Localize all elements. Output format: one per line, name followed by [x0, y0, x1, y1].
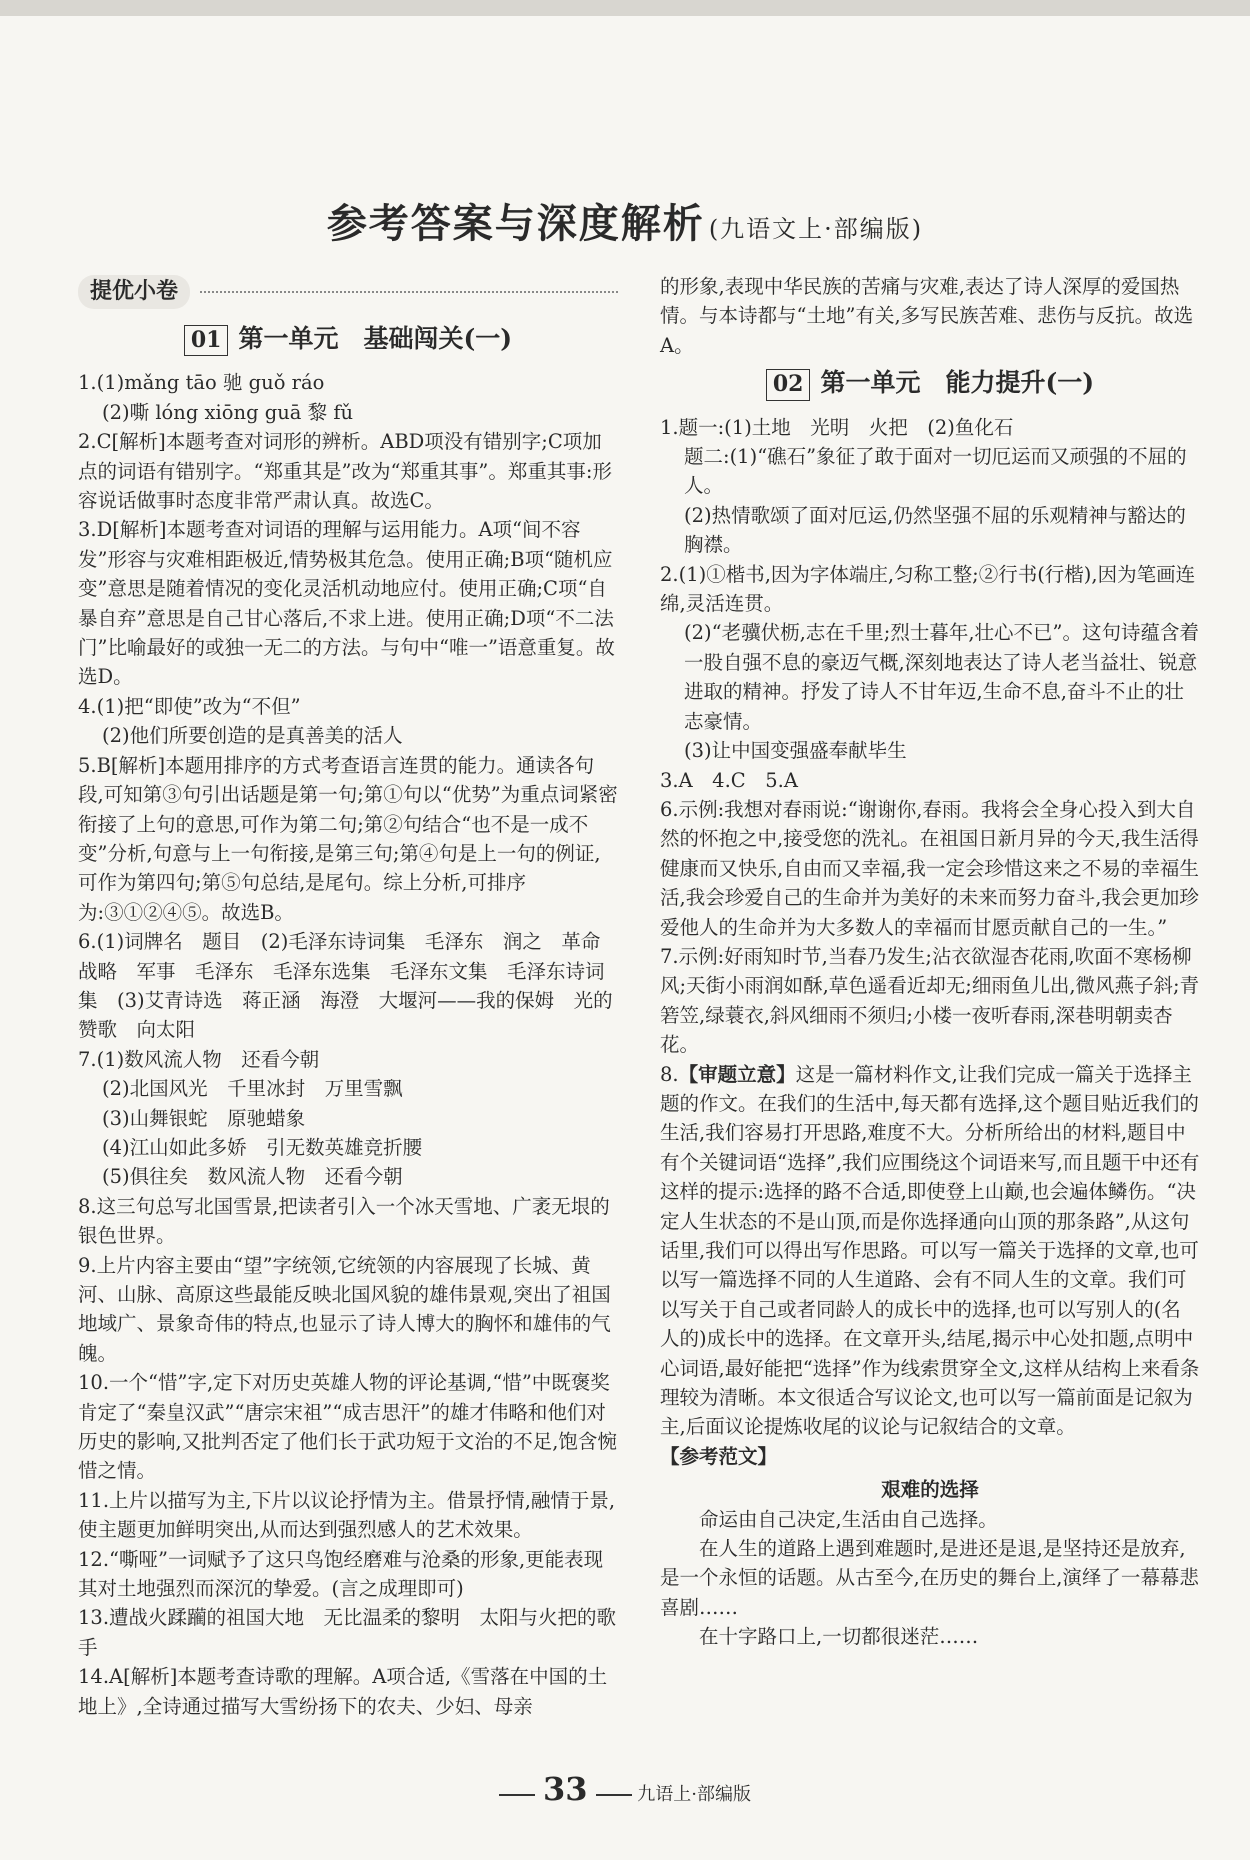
left-column [78, 272, 618, 1721]
u2-answer-1c: (2)热情歌颂了面对厄运,仍然坚强不屈的乐观精神与豁达的胸襟。 [684, 503, 1186, 557]
page-number: 33 [543, 1770, 588, 1808]
essay-paragraph-2: 在人生的道路上遇到难题时,是进还是退,是坚持还是放弃,是一个永恒的话题。从古至今,在历史的舞台上,演绎了一幕幕悲喜剧…… [660, 1537, 1199, 1619]
answer-7-5: (5)俱往矣 数风流人物 还看今朝 [102, 1165, 403, 1189]
answer-14-cont: 的形象,表现中华民族的苦痛与灾难,表达了诗人深厚的爱国热情。与本诗都与“土地”有关,多写民族苦难、悲伤与反抗。故选A。 [660, 275, 1194, 357]
right-column [660, 272, 1200, 1652]
answer-7-3: (3)山舞银蛇 原驰蜡象 [102, 1106, 306, 1130]
essay-paragraph-3: 在十字路口上,一切都很迷茫…… [699, 1625, 979, 1649]
u2-answer-3-5: 3.A 4.C 5.A [660, 768, 798, 792]
unit1-heading [78, 324, 618, 356]
unit1-number: 01 [184, 325, 229, 356]
answer-11: 11.上片以描写为主,下片以议论抒情为主。借景抒情,融情于景,使主题更加鲜明突出,从而达到强烈感人的艺术效果。 [78, 1488, 616, 1542]
unit1-title: 第一单元 基础闯关(一) [238, 324, 513, 353]
answer-6: 6.(1)词牌名 题目 (2)毛泽东诗词集 毛泽东 润之 革命 战略 军事 毛泽东 毛泽东选集 毛泽东文集 毛泽东诗词集 (3)艾青诗选 蒋正涵 海澄 大堰河——我的保姆 光的赞歌 向太阳 [78, 930, 620, 1042]
answer-12: 12.“嘶哑”一词赋予了这只鸟饱经磨难与沧桑的形象,更能表现其对土地强烈而深沉的挚爱。(言之成理即可) [78, 1547, 604, 1601]
section-tag: 提优小卷 [78, 275, 190, 308]
unit2-number: 02 [766, 369, 811, 400]
essay-label: 【参考范文】 [660, 1444, 778, 1468]
answer-1-1: 1.(1)mǎng tāo 驰 guǒ ráo [78, 371, 325, 395]
item8-prefix: 8. [660, 1062, 679, 1086]
answer-10: 10.一个“惜”字,定下对历史英雄人物的评论基调,“惜”中既褒奖肯定了“秦皇汉武”“唐宗宋祖”“成吉思汗”的雄才伟略和他们对历史的影响,又批判否定了他们长于武功短于文治的不足,饱含惋惜之情。 [78, 1371, 617, 1483]
answer-7-1: 7.(1)数风流人物 还看今朝 [78, 1047, 320, 1071]
answer-1-2: (2)嘶 lóng xiōng guā 黎 fǔ [102, 400, 354, 424]
answer-9: 9.上片内容主要由“望”字统领,它统领的内容展现了长城、黄河、山脉、高原这些最能反映北国风貌的雄伟景观,突出了祖国地域广、景象奇伟的特点,也显示了诗人博大的胸怀和雄伟的气魄。 [78, 1253, 611, 1365]
page-title [0, 192, 1250, 249]
u2-answer-2c: (3)让中国变强盛奉献毕生 [684, 739, 907, 763]
unit2-title: 第一单元 能力提升(一) [820, 368, 1095, 398]
u2-answer-7: 7.示例:好雨知时节,当春乃发生;沾衣欲湿杏花雨,吹面不寒杨柳风;天街小雨润如酥,草色遥看近却无;细雨鱼儿出,微风燕子斜;青箬笠,绿蓑衣,斜风细雨不须归;小楼一夜听春雨,深巷明朝卖杏花。 [660, 944, 1200, 1057]
u2-answer-2b: (2)“老骥伏枥,志在千里;烈士暮年,壮心不已”。这句诗蕴含着一股自强不息的豪迈气概,深刻地表达了诗人老当益壮、锐意进取的精神。抒发了诗人不甘年迈,生命不息,奋斗不止的壮志豪情。 [684, 621, 1200, 733]
answer-8: 8.这三句总写北国雪景,把读者引入一个冰天雪地、广袤无垠的银色世界。 [78, 1194, 610, 1248]
section-tag-row [78, 272, 618, 312]
footer-edition: 九语上·部编版 [637, 1784, 751, 1805]
answer-3: 3.D[解析]本题考查对词语的理解与运用能力。A项“间不容发”形容与灾难相距极近,情势极其危急。使用正确;B项“随机应变”意思是随着情况的变化灵活机动地应付。使用正确;C项“自暴自弃”意思是自己甘心落后,不求上进。使用正确;D项“不二法门”比喻最好的或独一无二的方法。与句中“唯一”语意重复。故选D。 [78, 518, 615, 689]
answer-2: 2.C[解析]本题考查对词形的辨析。ABD项没有错别字;C项加点的词语有错别字。“郑重其是”改为“郑重其事”。郑重其事:形容说话做事时态度非常严肃认真。故选C。 [78, 430, 612, 513]
footer-dash-left [499, 1794, 535, 1796]
page-top-edge [0, 0, 1250, 16]
u2-answer-8 [660, 1060, 1200, 1442]
essay-title: 艰难的选择 [881, 1478, 979, 1502]
answer-5: 5.B[解析]本题用排序的方式考查语言连贯的能力。通读各句段,可知第③句引出话题是第一句;第①句以“优势”为重点词紧密衔接了上句的意思,可作为第二句;第②句结合“也不是一成不变”分析,句意与上一句衔接,是第三句;第④句是上一句的例证,可作为第四句;第⑤句总结,是尾句。综上分析,可排序为:③①②④⑤。故选B。 [78, 753, 618, 924]
dotted-rule [200, 291, 618, 293]
u2-answer-2a: 2.(1)①楷书,因为字体端庄,匀称工整;②行书(行楷),因为笔画连绵,灵活连贯。 [660, 562, 1196, 616]
unit2-heading [660, 368, 1200, 400]
u2-answer-1a: 1.题一:(1)土地 光明 火把 (2)鱼化石 [660, 415, 1014, 439]
title-main: 参考答案与深度解析 [326, 200, 705, 247]
page-footer [0, 1770, 1250, 1808]
item8-text: 这是一篇材料作文,让我们完成一篇关于选择主题的作文。在我们的生活中,每天都有选择,这个题目贴近我们的生活,我们容易打开思路,难度不大。分析所给出的材料,题目中有个关键词语“选择”,我们应围绕这个词语来写,而且题干中还有这样的提示:选择的路不合适,即使登上山巅,也会遍体鳞伤。“决定人生状态的不是山顶,而是你选择通向山顶的那条路”,从这句话里,我们可以得出写作思路。可以写一篇关于选择的文章,也可以写一篇选择不同的人生道路、会有不同人生的文章。我们可以写关于自己或者同龄人的成长中的选择,也可以写别人的(名人的)成长中的选择。在文章开头,结尾,揭示中心处扣题,点明中心词语,最好能把“选择”作为线索贯穿全文,这样从结构上来看条理较为清晰。本文很适合写议论文,也可以写一篇前面是记叙为主,后面议论提炼收尾的议论与记叙结合的文章。 [660, 1062, 1200, 1439]
answer-4-2: (2)他们所要创造的是真善美的活人 [102, 724, 403, 748]
u2-answer-1b: 题二:(1)“礁石”象征了敢于面对一切厄运而又顽强的不屈的人。 [684, 445, 1187, 498]
answer-14: 14.A[解析]本题考查诗歌的理解。A项合适,《雪落在中国的土地上》,全诗通过描写大雪纷扬下的农夫、少妇、母亲 [78, 1665, 608, 1718]
title-sub: (九语文上·部编版) [708, 215, 924, 243]
answer-7-4: (4)江山如此多娇 引无数英雄竞折腰 [102, 1135, 423, 1159]
essay-paragraph-1: 命运由自己决定,生活由自己选择。 [699, 1507, 998, 1531]
answer-4-1: 4.(1)把“即使”改为“不但” [78, 694, 301, 718]
answer-13: 13.遭战火蹂躏的祖国大地 无比温柔的黎明 太阳与火把的歌手 [78, 1606, 617, 1659]
footer-dash-right [596, 1794, 632, 1796]
u2-answer-6: 6.示例:我想对春雨说:“谢谢你,春雨。我将会全身心投入到大自然的怀抱之中,接受您的洗礼。在祖国日新月异的今天,我生活得健康而又快乐,自由而又幸福,我一定会珍惜这来之不易的幸福生活,我会珍爱自己的生命并为美好的未来而努力奋斗,我会更加珍爱他人的生命并为大多数人的幸福而甘愿贡献自己的一生。” [660, 797, 1199, 939]
item8-label: 【审题立意】 [678, 1062, 796, 1086]
answer-7-2: (2)北国风光 千里冰封 万里雪飘 [102, 1077, 403, 1101]
